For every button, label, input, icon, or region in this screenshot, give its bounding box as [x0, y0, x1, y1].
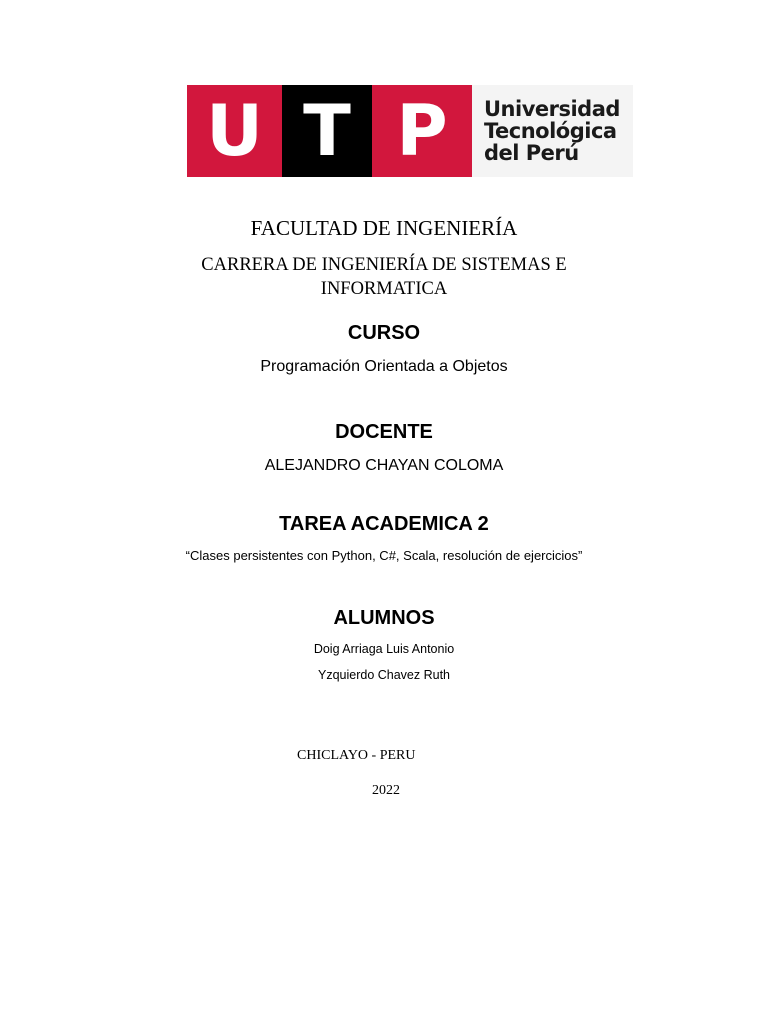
student-name-2: Yzquierdo Chavez Ruth	[317, 668, 451, 682]
course-name: Programación Orientada a Objetos	[260, 358, 508, 375]
logo-name-line-3: del Perú	[484, 141, 579, 165]
career-line-2: INFORMATICA	[320, 279, 448, 299]
logo-name-line-1: Universidad	[484, 97, 620, 121]
logo-university-name	[472, 85, 633, 177]
task-heading: TAREA ACADEMICA 2	[279, 513, 489, 535]
location: CHICLAYO - PERU	[297, 748, 416, 763]
teacher-name: ALEJANDRO CHAYAN COLOMA	[264, 457, 504, 474]
student-name-1: Doig Arriaga Luis Antonio	[313, 642, 455, 656]
career-title	[0, 253, 768, 301]
logo-letter-t: T	[282, 85, 372, 177]
course-heading: CURSO	[347, 322, 421, 344]
year: 2022	[372, 783, 400, 798]
task-description: “Clases persistentes con Python, C#, Scala, resolución de ejercicios”	[185, 548, 583, 563]
logo-letter-u: U	[187, 85, 282, 177]
faculty-title: FACULTAD DE INGENIERÍA	[250, 216, 518, 240]
students-heading: ALUMNOS	[333, 607, 435, 629]
career-line-1: CARRERA DE INGENIERÍA DE SISTEMAS E	[201, 255, 567, 275]
logo-name-line-2: Tecnológica	[484, 119, 617, 143]
logo-letter-p: P	[372, 85, 472, 177]
teacher-heading: DOCENTE	[335, 421, 433, 443]
utp-logo	[187, 85, 633, 177]
